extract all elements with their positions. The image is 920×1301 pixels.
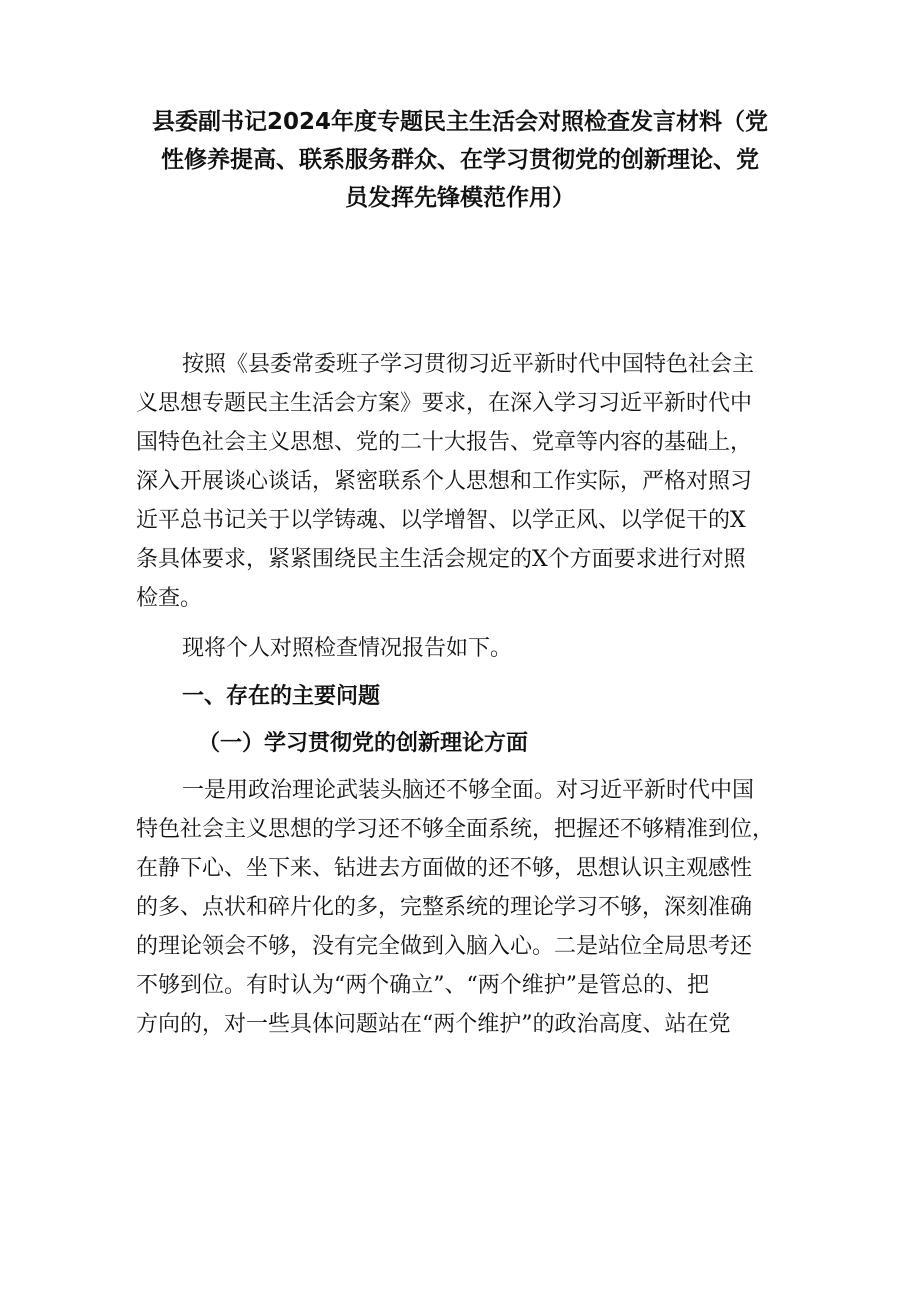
problem-paragraph [136,771,786,1044]
text-line: 条具体要求，紧紧围绕民主生活会规定的X个方面要求进行对照 [136,547,746,572]
text-line: 近平总书记关于以学铸魂、以学增智、以学正风、以学促干的X [136,508,746,533]
title-line: 员发挥先锋模范作用） [345,185,575,211]
text-line: 特色社会主义思想的学习还不够全面系统，把握还不够精准到位， [136,817,775,842]
title-line: 性修养提高、联系服务群众、在学习贯彻党的创新理论、党 [161,147,759,173]
text-line: 的多、点状和碎片化的多，完整系统的理论学习不够，深刻准确 [136,895,753,920]
text-line: 检查。 [136,586,203,611]
subsection-heading: （一）学习贯彻党的创新理论方面 [198,731,529,756]
text-line: 的理论领会不够，没有完全做到入脑入心。二是站位全局思考还 [136,934,753,959]
document-title [130,103,790,217]
text-line: 不够到位。有时认为“两个确立”、“两个维护”是管总的、把 [136,973,709,998]
text-line: 方向的，对一些具体问题站在“两个维护”的政治高度、站在党 [136,1012,731,1037]
text-line: 国特色社会主义思想、党的二十大报告、党章等内容的基础上， [136,430,753,455]
text-line: 深入开展谈心谈话，紧密联系个人思想和工作实际，严格对照习 [136,469,753,494]
title-line: 县委副书记2024年度专题民主生活会对照检查发言材料（党 [151,109,768,135]
text-line: 按照《县委常委班子学习贯彻习近平新时代中国特色社会主 [182,352,755,377]
report-intro-paragraph: 现将个人对照检查情况报告如下。 [182,636,513,661]
text-line: 义思想专题民主生活会方案》要求，在深入学习习近平新时代中 [136,391,753,416]
document-body [136,345,786,1055]
text-line: 在静下心、坐下来、钻进去方面做的还不够，思想认识主观感性 [136,856,753,881]
section-heading: 一、存在的主要问题 [182,684,381,709]
text-line: 一是用政治理论武装头脑还不够全面。对习近平新时代中国 [182,778,755,803]
intro-paragraph [136,345,786,618]
